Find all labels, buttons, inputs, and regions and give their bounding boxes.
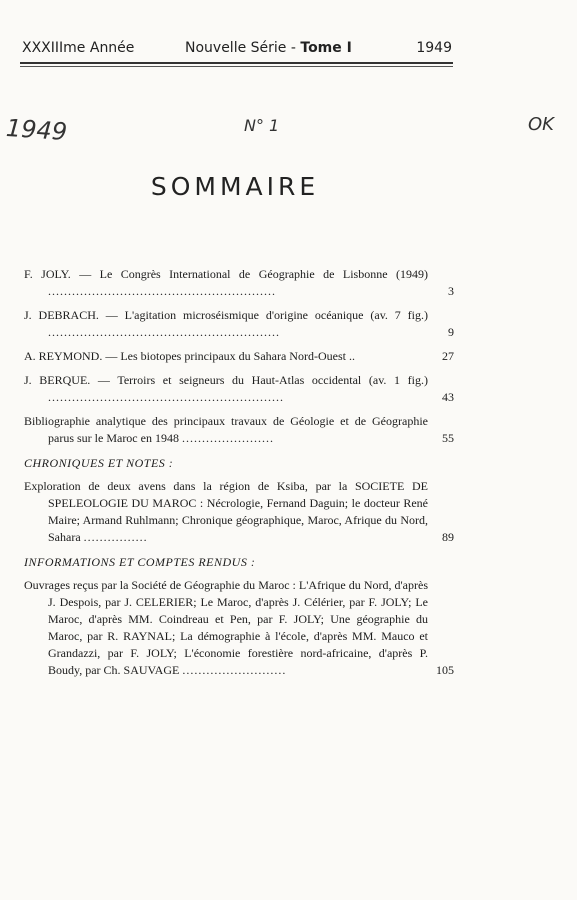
toc-entry (24, 372, 454, 406)
toc-entry-page: 89 (442, 530, 454, 544)
section-heading-chroniques: CHRONIQUES ET NOTES : (24, 456, 174, 470)
header-rule (20, 62, 453, 64)
toc-entry (24, 478, 454, 546)
leader-dots: .......................................................... (48, 325, 280, 339)
leader-dots: ....................... (181, 431, 274, 445)
section-heading-informations: INFORMATIONS ET COMPTES RENDUS : (24, 555, 256, 569)
leader-dots: .......................... (182, 663, 287, 677)
toc-entry (24, 348, 454, 365)
toc-entry-page: 43 (442, 390, 454, 404)
toc-entry-text: A. REYMOND. — Les biotopes principaux du Sahara Nord-Ouest .. (24, 349, 355, 363)
leader-dots: ................ (83, 530, 148, 544)
header-rule-thin (20, 66, 453, 67)
page-title: SOMMAIRE (150, 172, 320, 201)
handwritten-year: 1949 (5, 113, 68, 147)
handwritten-mark: OK (528, 114, 554, 135)
series-text: Nouvelle Série - (185, 40, 296, 56)
handwritten-number: N° 1 (244, 116, 280, 135)
toc-entry-text: J. BERQUE. — Terroirs et seigneurs du Haut-Atlas occidental (av. 1 fig.) (24, 373, 428, 387)
toc-entry-page: 105 (436, 663, 454, 677)
toc-entry (24, 266, 454, 300)
leader-dots: ......................................................... (48, 284, 276, 298)
toc-entry-text: Exploration de deux avens dans la région de Ksiba, par la SOCIETE DE SPELEOLOGIE DU MAROC : Nécrologie, Fernand Daguin; le docteur René Maire; Armand Ruhlmann; Chronique géographique, Maroc, Afrique du Nord, Sahara (24, 479, 428, 544)
toc-entry-page: 55 (442, 431, 454, 445)
toc-entry-text: F. JOLY. — Le Congrès International de Géographie de Lisbonne (1949) (24, 267, 428, 281)
toc-entry-text: Bibliographie analytique des principaux travaux de Géologie et de Géographie parus sur le Maroc en 1948 (24, 414, 428, 445)
toc-entry (24, 307, 454, 341)
toc-entry-page: 9 (448, 325, 454, 339)
tome-label: Tome I (300, 40, 352, 56)
running-header (22, 40, 452, 60)
toc-entry-text: J. DEBRACH. — L'agitation microséismique d'origine océanique (av. 7 fig.) (24, 308, 428, 322)
toc-entry (24, 413, 454, 447)
toc-entry (24, 577, 454, 679)
toc-entry-page: 27 (442, 349, 454, 363)
header-year: 1949 (416, 40, 452, 56)
series-label (185, 40, 352, 56)
toc-entry-text: Ouvrages reçus par la Société de Géographie du Maroc : L'Afrique du Nord, d'après J. Despois, par J. CELERIER; Le Maroc, d'après J. Célérier, par F. JOLY; Le Maroc, d'après MM. Coindreau et Pen, par F. JOLY; Une géographie du Maroc, par R. RAYNAL; La démographie à l'école, d'après MM. Mauco et Grandazzi, par F. JOLY; L'économie forestière nord-africaine, d'après P. Boudy, par Ch. SAUVAGE (24, 578, 428, 677)
leader-dots: ........................................................... (48, 390, 284, 404)
volume-label: XXXIIIme Année (22, 40, 135, 56)
table-of-contents (24, 266, 454, 686)
toc-entry-page: 3 (448, 284, 454, 298)
